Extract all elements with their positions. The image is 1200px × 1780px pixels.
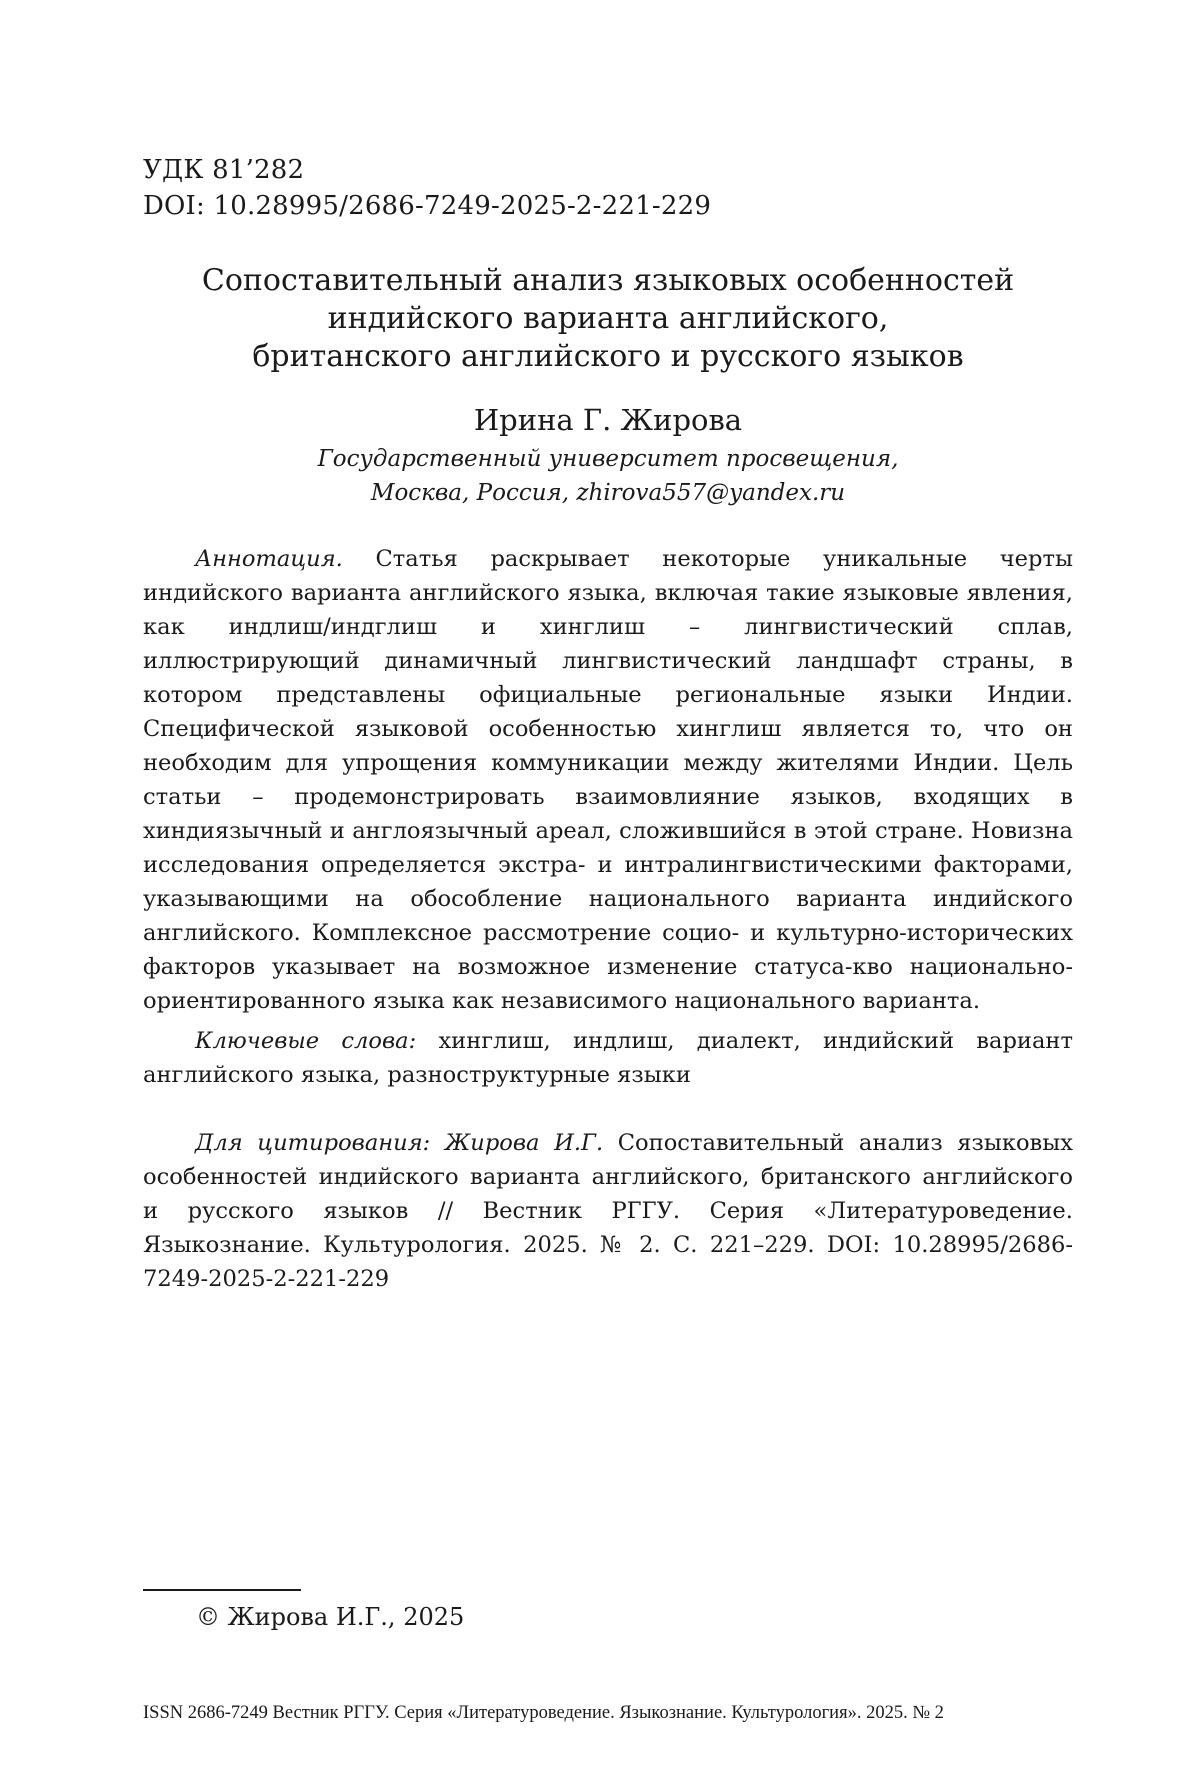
abstract-text: Статья раскрывает некоторые уникальные черты индийского варианта английского языка, включая такие языковые явления, как индлиш/индглиш и хинглиш – лингвистический сплав, иллюстрирующий динамичный лингвистический ландшафт страны, в котором представлены официальные региональные языки Индии. Специфической языковой особенностью хинглиш является то, что он необходим для упрощения коммуникации между жителями Индии. Цель статьи – продемонстрировать взаимовлияние языков, входящих в хиндиязычный и англоязычный ареал, сложившийся в этой стране. Новизна исследования определяется экстра- и интралингвистическими факторами, указывающими на обособление национального варианта индийского английского. Комплексное рассмотрение социо- и культурно-исторических факторов указывает на возможное изменение статуса-кво национально-ориентированного языка как независимого национального варианта. — [143, 546, 1073, 1014]
affiliation-line: Москва, Россия, zhirova557@yandex.ru — [143, 476, 1073, 510]
keywords-paragraph — [143, 1024, 1073, 1092]
copyright-note: © Жирова И.Г., 2025 — [196, 1601, 464, 1633]
title-line: британского английского и русского языков — [143, 338, 1073, 376]
abstract-paragraph — [143, 542, 1073, 1018]
article-metadata — [143, 152, 711, 224]
udc-code: УДК 81’282 — [143, 152, 711, 188]
abstract-label: Аннотация. — [195, 546, 343, 572]
author-name: Ирина Г. Жирова — [143, 402, 1073, 438]
keywords-text: хинглиш, индлиш, диалект, индийский вариант английского языка, разноструктурные языки — [143, 1028, 1073, 1088]
title-line: индийского варианта английского, — [143, 300, 1073, 338]
citation-paragraph — [143, 1126, 1073, 1296]
title-line: Сопоставительный анализ языковых особенностей — [143, 262, 1073, 300]
author-affiliation — [143, 442, 1073, 510]
affiliation-line: Государственный университет просвещения, — [143, 442, 1073, 476]
citation-text: Сопоставительный анализ языковых особенностей индийского варианта английского, британского английского и русского языков // Вестник РГГУ. Серия «Литературоведение. Языкознание. Культурология. 2025. № 2. С. 221–229. DOI: 10.28995/2686-7249-2025-2-221-229 — [143, 1130, 1073, 1292]
doi-code: DOI: 10.28995/2686-7249-2025-2-221-229 — [143, 188, 711, 224]
article-title — [143, 262, 1073, 376]
keywords-label: Ключевые слова: — [195, 1028, 416, 1054]
citation-label: Для цитирования: Жирова И.Г. — [195, 1130, 603, 1156]
article-page — [0, 0, 1200, 1780]
running-footer: ISSN 2686-7249 Вестник РГГУ. Серия «Литературоведение. Языкознание. Культурология». 2025. № 2 — [143, 1700, 1073, 1726]
footnote-divider — [143, 1589, 301, 1591]
